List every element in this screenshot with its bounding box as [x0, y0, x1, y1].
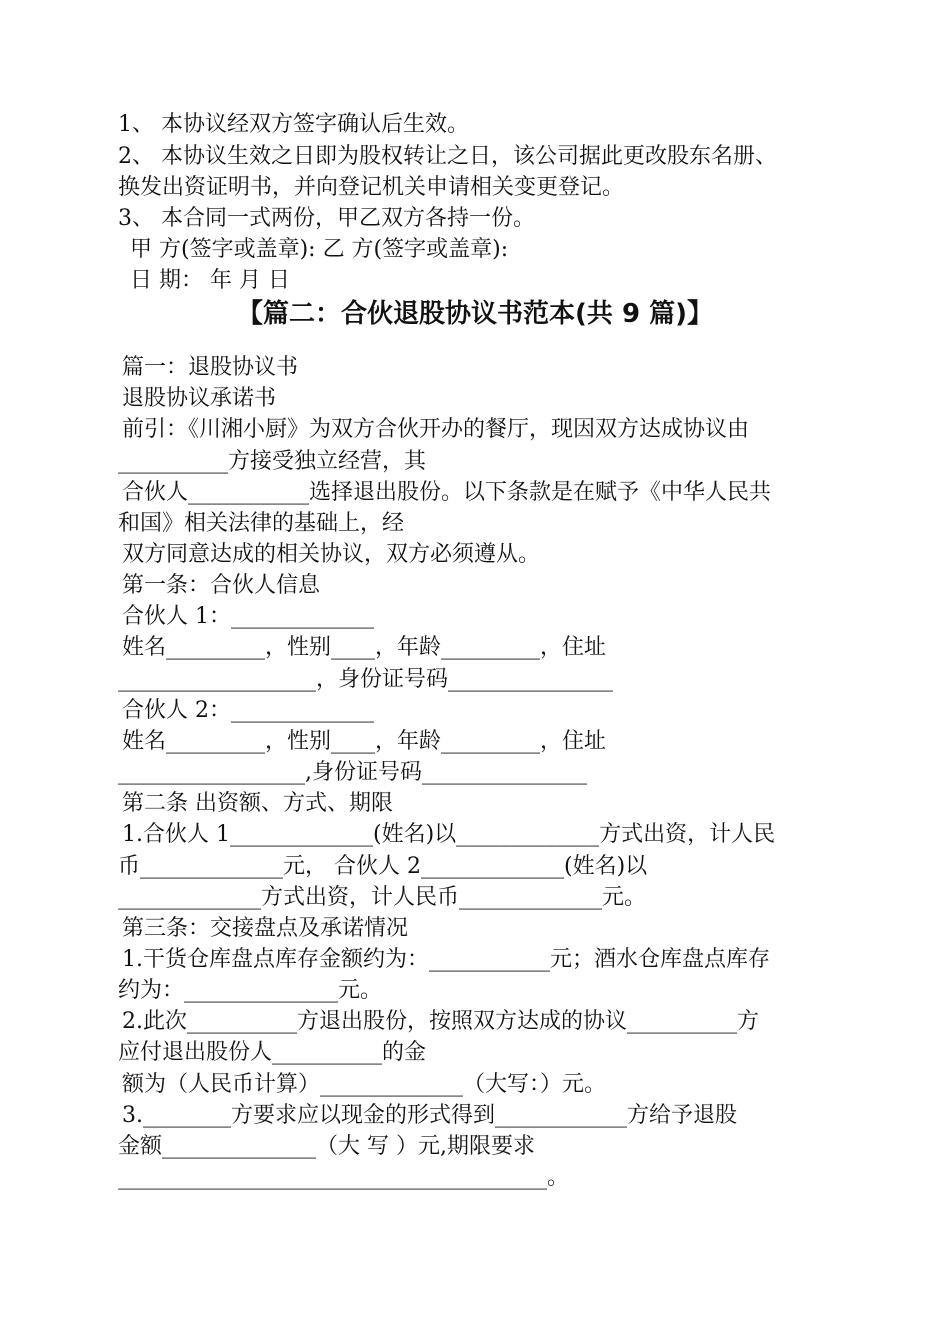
article-3-item-2-cont: 应付退出股份人__________的金 — [118, 1040, 427, 1065]
clause-1: 1、 本协议经双方签字确认后生效。 — [118, 112, 469, 137]
subsection-title: 篇一：退股协议书 — [122, 355, 299, 380]
article-2-title: 第二条 出资额、方式、期限 — [122, 791, 393, 816]
partner-2-info: 姓名_________，性别____，年龄_________，住址 — [122, 729, 607, 754]
clause-2-cont: 换发出资证明书，并向登记机关申请相关变更登记。 — [118, 175, 625, 200]
article-3-item-1-cont: 约为：______________元。 — [118, 978, 383, 1003]
signature-line: 甲 方(签字或盖章): 乙 方(签字或盖章): — [130, 237, 509, 262]
article-3-item-3-deadline: _______________________________________。 — [118, 1165, 570, 1190]
article-2-line-2: 币_____________元， 合伙人 2_____________(姓名)以 — [118, 854, 648, 879]
article-3-item-2: 2.此次__________方退出股份，按照双方达成的协议__________方 — [122, 1009, 759, 1034]
article-2-line-3: _____________方式出资，计人民币_____________元。 — [118, 885, 647, 910]
partner-2-line: 合伙人 2：_____________ — [122, 698, 374, 723]
article-3-title: 第三条：交接盘点及承诺情况 — [122, 916, 409, 941]
preface-line-5: 双方同意达成的相关协议，双方必须遵从。 — [122, 542, 541, 567]
preface-line-4: 和国》相关法律的基础上，经 — [118, 511, 405, 536]
date-line: 日 期： 年 月 日 — [130, 268, 290, 293]
section-title: 【篇二：合伙退股协议书范本(共 9 篇)】 — [237, 299, 713, 329]
article-3-item-2-amount: 额为（人民币计算）_____________（大写：）元。 — [122, 1072, 607, 1097]
clause-3: 3、 本合同一式两份，甲乙双方各持一份。 — [118, 206, 535, 231]
partner-2-id: _________________,身份证号码_______________ — [118, 760, 587, 785]
article-1-title: 第一条：合伙人信息 — [122, 573, 321, 598]
clause-2: 2、 本协议生效之日即为股权转让之日，该公司据此更改股东名册、 — [118, 144, 777, 169]
article-2-line-1: 1.合伙人 1_____________(姓名)以_____________方式出资，计人民 — [122, 822, 776, 847]
partner-1-line: 合伙人 1：_____________ — [122, 604, 374, 629]
doc-heading: 退股协议承诺书 — [122, 386, 277, 411]
partner-1-id: __________________，身份证号码_______________ — [118, 667, 614, 692]
partner-1-info: 姓名_________，性别____，年龄_________，住址 — [122, 635, 607, 660]
article-3-item-3: 3.________方要求应以现金的形式得到____________方给予退股 — [122, 1103, 737, 1128]
preface-line-3: 合伙人___________选择退出股份。以下条款是在赋予《中华人民共 — [122, 480, 772, 505]
preface-line-2: __________方接受独立经营，其 — [118, 449, 427, 474]
article-3-item-1: 1.干货仓库盘点库存金额约为：___________元；酒水仓库盘点库存 — [122, 947, 770, 972]
preface-line-1: 前引：《川湘小厨》为双方合伙开办的餐厅，现因双方达成协议由 — [122, 417, 750, 442]
article-3-item-3-cont: 金额______________（大 写 ）元,期限要求 — [118, 1134, 535, 1159]
